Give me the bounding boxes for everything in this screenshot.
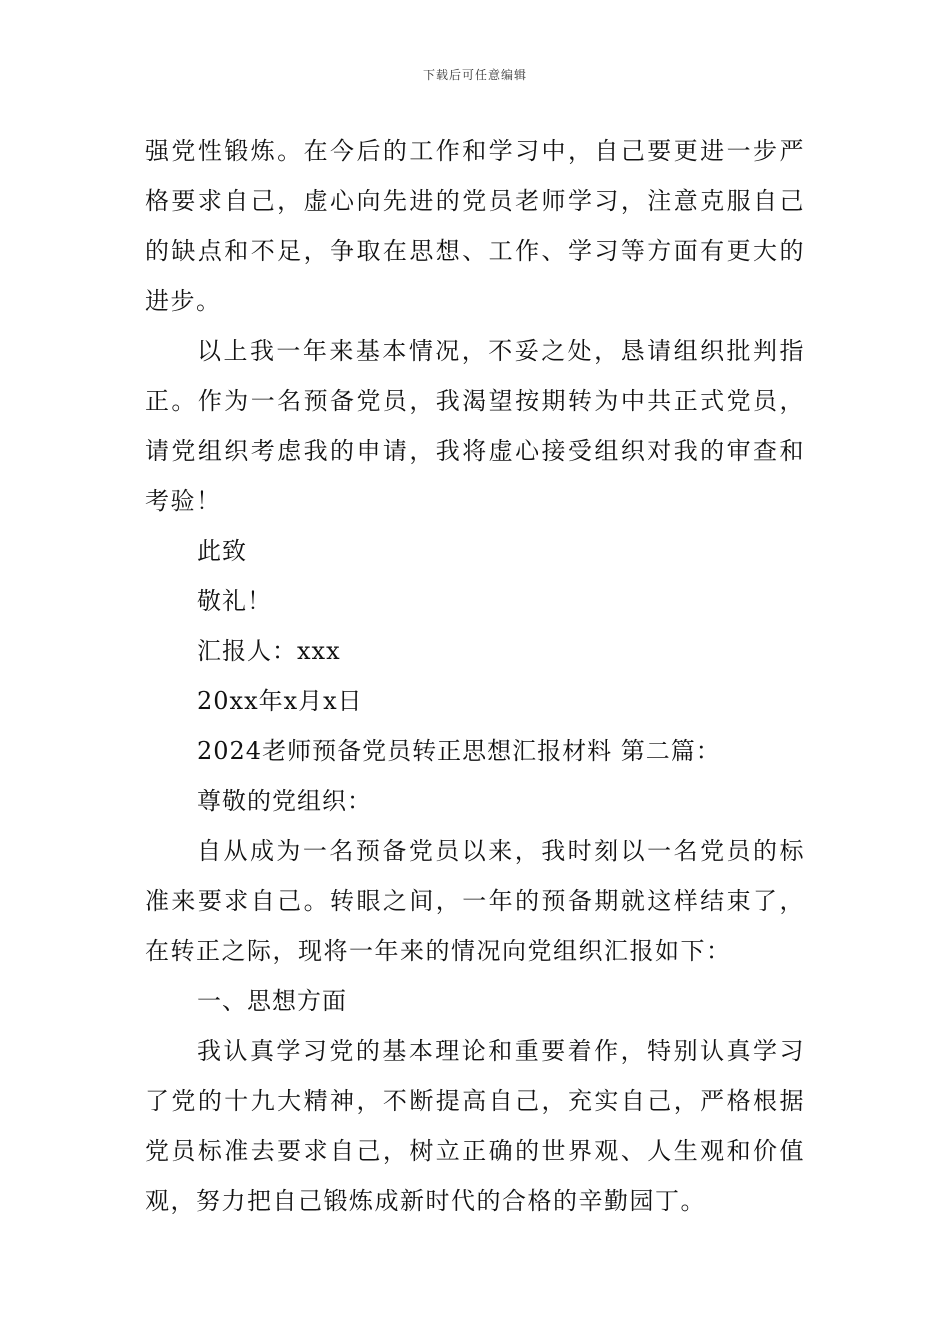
closing-line-2: 敬礼！ xyxy=(197,587,272,615)
section-heading: 一、思想方面 xyxy=(197,987,347,1015)
closing-line-1: 此致 xyxy=(197,537,247,565)
paragraph-conclusion: 以上我一年来基本情况，不妥之处，恳请组织批判指正。作为一名预备党员，我渴望按期转为中共正式党员，请党组织考虑我的申请，我将虚心接受组织对我的审查和考验！ xyxy=(145,337,805,515)
paragraph-continuation: 强党性锻炼。在今后的工作和学习中，自己要更进一步严格要求自己，虚心向先进的党员老师学习，注意克服自己的缺点和不足，争取在思想、工作、学习等方面有更大的进步。 xyxy=(145,137,805,315)
salutation: 尊敬的党组织： xyxy=(197,787,372,815)
signature: 汇报人：xxx xyxy=(197,637,341,665)
header-note: 下载后可任意编辑 xyxy=(422,68,527,82)
document-body xyxy=(145,126,805,1226)
report-date: 20xx年x月x日 xyxy=(197,687,363,715)
section-title: 2024老师预备党员转正思想汇报材料 第二篇： xyxy=(197,737,721,765)
paragraph-intro: 自从成为一名预备党员以来，我时刻以一名党员的标准来要求自己。转眼之间，一年的预备期就这样结束了，在转正之际，现将一年来的情况向党组织汇报如下： xyxy=(145,837,805,965)
paragraph-thought: 我认真学习党的基本理论和重要着作，特别认真学习了党的十九大精神，不断提高自己，充实自己，严格根据党员标准去要求自己，树立正确的世界观、人生观和价值观，努力把自己锻炼成新时代的合格的辛勤园丁。 xyxy=(145,1037,805,1215)
